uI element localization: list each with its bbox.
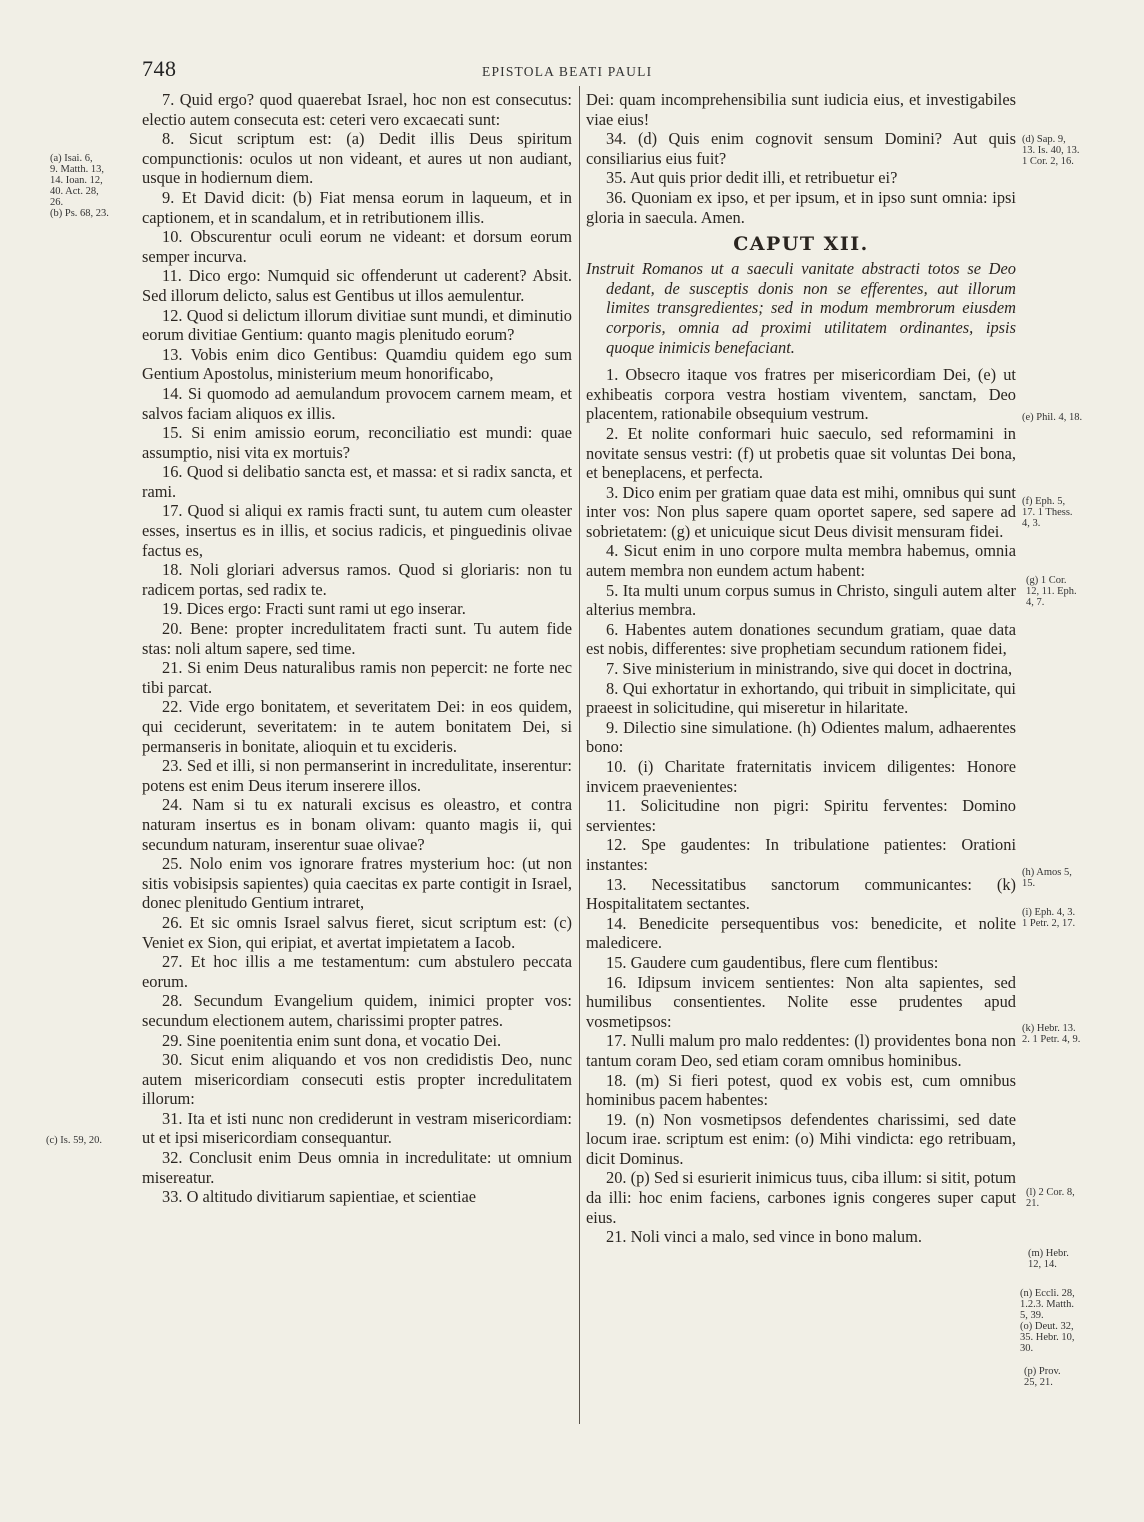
verse-text: Si enim Deus naturalibus ramis non pepercit: ne forte nec tibi parcat.: [142, 658, 572, 697]
verse-number: 10.: [606, 757, 627, 776]
verse-number: 8.: [162, 129, 175, 149]
verse-text: Ita multi unum corpus sumus in Christo, singuli autem alter alterius membra.: [586, 580, 1016, 620]
verse: [142, 1148, 572, 1187]
verse: [142, 619, 572, 658]
verse-number: 19.: [162, 599, 183, 619]
verse-number: 11.: [606, 796, 626, 816]
verse-text: Dilectio sine simulatione. (h) Odientes malum, adhaerentes bono:: [586, 717, 1016, 757]
verse: [586, 914, 1016, 953]
verse: [142, 1031, 572, 1051]
verse-number: 17.: [162, 501, 183, 521]
verse-text: Solicitudine non pigri: Spiritu ferventes: Domino servientes:: [586, 796, 1016, 835]
verse-number: 23.: [162, 756, 183, 776]
verse-text: Secundum Evangelium quidem, inimici propter vos: secundum electionem autem, charissimi propter patres.: [142, 991, 572, 1030]
verse: [586, 581, 1016, 620]
right-column: [586, 90, 1016, 1247]
verse-text: Et David dicit: (b) Fiat mensa eorum in laqueum, et in captionem, et in scandalum, et in retributionem illis.: [142, 187, 572, 227]
verse-text: Idipsum invicem sentientes: Non alta sapientes, sed humilibus consentientes. Nolite esse prudentes apud vosmetipsos:: [586, 972, 1016, 1031]
verse-text: Benedicite persequentibus vos: benedicite, et nolite maledicere.: [586, 913, 1016, 953]
verse-text: Si quomodo ad aemulandum provocem carnem meam, et salvos faciam aliquos ex illis.: [142, 383, 572, 423]
verse: [586, 365, 1016, 424]
verse: [142, 795, 572, 854]
verse: [142, 188, 572, 227]
page-number: 748: [142, 56, 177, 81]
verse-text: (p) Sed si esurierit inimicus tuus, ciba illum: si sitit, potum da illi: hoc enim faciens, carbones ignis congeres super caput eius.: [586, 1168, 1016, 1227]
verse: [142, 658, 572, 697]
chapter-summary: Instruit Romanos ut a saeculi vanitate abstracti totos se Deo dedant, de susceptis donis non se efferentes, aut illorum limites transgredientes; sed in modum membrorum eiusdem corporis, omnia ad proximi utilitatem ordinantes, ipsis quoque inimicis benefaciant.: [586, 259, 1016, 357]
margin-note: (n) Eccli. 28, 1.2.3. Matth. 5, 39. (o) Deut. 32, 35. Hebr. 10, 30.: [1020, 1288, 1075, 1354]
margin-note: (a) Isai. 6, 9. Matth. 13, 14. Ioan. 12, 40. Act. 28, 26. (b) Ps. 68, 23.: [50, 153, 109, 219]
margin-note: (k) Hebr. 13. 2. 1 Petr. 4, 9.: [1022, 1023, 1081, 1045]
verse-number: 4.: [606, 541, 619, 561]
verse: [142, 227, 572, 266]
verse-number: 36.: [606, 187, 627, 207]
verse: [586, 953, 1016, 973]
verse: [586, 483, 1016, 542]
verse-number: 12.: [162, 305, 183, 325]
verse-text: O altitudo divitiarum sapientiae, et scientiae: [186, 1187, 477, 1207]
verse: [142, 423, 572, 462]
verse: [142, 266, 572, 305]
verse-text: Sive ministerium in ministrando, sive qui docet in doctrina,: [622, 659, 1013, 679]
verse-number: 15.: [606, 952, 627, 972]
verse: [142, 1187, 572, 1207]
verse-number: 15.: [162, 423, 183, 443]
verse: [586, 796, 1016, 835]
verse-text: Dices ergo: Fracti sunt rami ut ego inserar.: [186, 599, 466, 619]
verse-text: Aut quis prior dedit illi, et retribuetur ei?: [629, 168, 898, 188]
verse: [586, 1227, 1016, 1247]
verse-text: Gaudere cum gaudentibus, flere cum flentibus:: [630, 952, 939, 972]
verse-number: 14.: [162, 383, 183, 403]
verse-number: 19.: [606, 1109, 627, 1129]
verse: [142, 1050, 572, 1109]
verse: [586, 620, 1016, 659]
verse-text: Obsecro itaque vos fratres per misericordiam Dei, (e) ut exhibeatis corpora vestra hostiam viventem, sanctam, Deo placentem, rationabile obsequium vestrum.: [586, 365, 1016, 424]
verse: [586, 541, 1016, 580]
verse: [142, 129, 572, 188]
verse: [586, 835, 1016, 874]
verse-number: 21.: [162, 658, 183, 678]
verse: [586, 659, 1016, 679]
verse-number: 31.: [162, 1108, 183, 1128]
verse-text: Quoniam ex ipso, et per ipsum, et in ipso sunt omnia: ipsi gloria in saecula. Amen.: [586, 187, 1016, 227]
verse-number: 32.: [162, 1148, 183, 1168]
verse-text: Vobis enim dico Gentibus: Quamdiu quidem ego sum Gentium Apostolus, ministerium meum honorificabo,: [142, 344, 572, 384]
verse-text: Quod si aliqui ex ramis fracti sunt, tu autem cum oleaster esses, insertus es in illis, et socius radicis, et pinguedinis olivae factus es,: [142, 501, 572, 560]
verse: [586, 424, 1016, 483]
running-title: EPISTOLA BEATI PAULI: [482, 64, 653, 79]
verse-text: Et nolite conformari huic saeculo, sed reformamini in novitate sensus vestri: (f) ut probetis quae sit voluntas Dei bona, et beneplacens, et perfecta.: [586, 423, 1016, 483]
verse-text: Sine poenitentia enim sunt dona, et vocatio Dei.: [186, 1030, 502, 1050]
verse-text: Quod si delictum illorum divitiae sunt mundi, et diminutio eorum divitiae Gentium: quanto magis plenitudo eorum?: [142, 305, 572, 345]
verse-number: 18.: [162, 560, 183, 580]
margin-note: (g) 1 Cor. 12, 11. Eph. 4, 7.: [1026, 575, 1077, 608]
verse-text: Et sic omnis Israel salvus fieret, sicut scriptum est: (c) Veniet ex Sion, qui eripiat, et avertat impietatem a Iacob.: [142, 912, 572, 952]
verse-text: (d) Quis enim cognovit sensum Domini? Aut quis consiliarius eius fuit?: [586, 129, 1016, 168]
verse-text: Nulli malum pro malo reddentes: (l) providentes bona non tantum coram Deo, sed etiam coram omnibus hominibus.: [586, 1031, 1016, 1070]
left-column: [142, 90, 572, 1207]
margin-note: (h) Amos 5, 15.: [1022, 867, 1072, 889]
verse: [142, 90, 572, 129]
verse-number: 24.: [162, 795, 183, 815]
verse-text: Sicut enim aliquando et vos non credidistis Deo, nunc autem misericordiam consecuti estis propter incredulitatem illorum:: [142, 1050, 572, 1109]
verse-number: 10.: [162, 227, 183, 247]
verse-number: 18.: [606, 1070, 627, 1090]
margin-note: (m) Hebr. 12, 14.: [1028, 1248, 1069, 1270]
verse-number: 2.: [606, 423, 619, 443]
verse: [142, 756, 572, 795]
verse-number: 29.: [162, 1030, 183, 1050]
verse-number: 34.: [606, 129, 627, 149]
verse-text: Vide ergo bonitatem, et severitatem Dei: in eos quidem, qui ceciderunt, severitatem: in te autem bonitatem Dei, si permanseris in bonitate, alioquin et tu excideris.: [142, 697, 572, 756]
margin-note: (f) Eph. 5, 17. 1 Thess. 4, 3.: [1022, 496, 1073, 529]
verse-text: Habentes autem donationes secundum gratiam, quae data est nobis, differentes: sive prophetiam secundum rationem fidei,: [586, 619, 1016, 659]
verse-text: Necessitatibus sanctorum communicantes: (k) Hospitalitatem sectantes.: [586, 874, 1016, 914]
verse-number: 9.: [162, 187, 175, 207]
verse-number: 1.: [606, 365, 619, 385]
verse-text: Nam si tu ex naturali excisus es oleastro, et contra naturam insertus es in bonam olivam: quanto magis ii, qui secundum naturam, inserentur suae olivae?: [142, 795, 572, 854]
verse: [586, 1110, 1016, 1169]
verse-text: (m) Si fieri potest, quod ex vobis est, cum omnibus hominibus pacem habentes:: [586, 1070, 1016, 1110]
verse-text: Nolo enim vos ignorare fratres mysterium hoc: (ut non sitis vobisipsis sapientes) quia caecitas ex parte contigit in Israel, donec plenitudo Gentium intraret,: [142, 854, 572, 913]
verse-text: Noli gloriari adversus ramos. Quod si gloriaris: non tu radicem portas, sed radix te.: [142, 560, 572, 599]
verse-continuation: Dei: quam incomprehensibilia sunt iudicia eius, et investigabiles viae eius!: [586, 90, 1016, 129]
verse: [586, 129, 1016, 168]
verse: [586, 973, 1016, 1032]
verse-number: 6.: [606, 619, 619, 639]
verse: [142, 560, 572, 599]
verse-text: Quid ergo? quod quaerebat Israel, hoc non est consecutus: electio autem consecuta est: ceteri vero excaecati sunt:: [142, 90, 572, 129]
verse: [142, 462, 572, 501]
verse-text: Noli vinci a malo, sed vince in bono malum.: [630, 1227, 922, 1247]
verse-number: 9.: [606, 717, 619, 737]
verse-number: 3.: [606, 482, 619, 502]
margin-note: (d) Sap. 9, 13. Is. 40, 13. 1 Cor. 2, 16.: [1022, 134, 1080, 167]
verse: [142, 952, 572, 991]
margin-note: (i) Eph. 4, 3. 1 Petr. 2, 17.: [1022, 907, 1076, 929]
page-header: [142, 58, 670, 84]
verse-number: 17.: [606, 1031, 627, 1051]
verse-number: 13.: [606, 874, 627, 894]
verse-text: Conclusit enim Deus omnia in incredulitate: ut omnium misereatur.: [142, 1148, 572, 1187]
verse: [586, 875, 1016, 914]
verse-number: 14.: [606, 913, 627, 933]
verse: [142, 854, 572, 913]
verse-number: 21.: [606, 1227, 627, 1247]
verse-number: 11.: [162, 266, 182, 286]
verse-number: 33.: [162, 1187, 183, 1207]
verse-text: Quod si delibatio sancta est, et massa: et si radix sancta, et rami.: [142, 462, 573, 501]
verse-number: 16.: [606, 972, 627, 992]
margin-note: (p) Prov. 25, 21.: [1024, 1366, 1061, 1388]
verse-text: (n) Non vosmetipsos defendentes charissimi, sed date locum irae. scriptum est enim: (o) Mihi vindicta: ego retribuam, dicit Dominus.: [586, 1109, 1016, 1168]
verse-text: Sicut scriptum est: (a) Dedit illis Deus spiritum compunctionis: oculos ut non videant, et aures ut non audiant, usque in hodiernum diem.: [142, 129, 572, 188]
verse-number: 20.: [162, 619, 183, 639]
verse-number: 5.: [606, 580, 619, 600]
column-divider: [579, 86, 580, 1424]
margin-note: (e) Phil. 4, 18.: [1022, 412, 1083, 423]
verse-number: 7.: [606, 659, 619, 679]
verse: [142, 991, 572, 1030]
verse: [142, 345, 572, 384]
verse-text: Qui exhortatur in exhortando, qui tribuit in simplicitate, qui praeest in solicitudine, qui miseretur in hilaritate.: [586, 678, 1016, 718]
verse-text: (i) Charitate fraternitatis invicem diligentes: Honore invicem praevenientes:: [586, 757, 1017, 796]
verse-text: Sed et illi, si non permanserint in incredulitate, inserentur: potens est enim Deus iterum inserere illos.: [142, 756, 572, 795]
verse-number: 12.: [606, 835, 627, 855]
verse-text: Obscurentur oculi eorum ne videant: et dorsum eorum semper incurva.: [142, 227, 572, 266]
verse: [586, 188, 1016, 227]
verse-number: 8.: [606, 678, 619, 698]
verse-number: 7.: [162, 90, 175, 109]
verse-text: Et hoc illis a me testamentum: cum abstulero peccata eorum.: [142, 952, 572, 991]
verse: [142, 384, 572, 423]
verse: [586, 1168, 1016, 1227]
verse-text: Dico enim per gratiam quae data est mihi, omnibus qui sunt inter vos: Non plus sapere quam oportet sapere, sed sapere ad sobrietatem: (g) et unicuique sicut Deus divisit mensuram fidei.: [586, 482, 1016, 541]
verse: [586, 679, 1016, 718]
margin-note: (l) 2 Cor. 8, 21.: [1026, 1187, 1075, 1209]
verse-number: 35.: [606, 168, 627, 188]
verse: [142, 1109, 572, 1148]
verse-number: 22.: [162, 697, 183, 717]
verse-number: 28.: [162, 991, 183, 1011]
verse: [142, 697, 572, 756]
verse-text: Sicut enim in uno corpore multa membra habemus, omnia autem membra non eundem actum habent:: [586, 541, 1016, 581]
verse: [586, 718, 1016, 757]
verse: [586, 1071, 1016, 1110]
chapter-title: CAPUT XII.: [733, 233, 869, 256]
verse: [142, 306, 572, 345]
verse-number: 13.: [162, 344, 183, 364]
verse-number: 27.: [162, 952, 183, 972]
verse-text: Spe gaudentes: In tribulatione patientes: Orationi instantes:: [586, 835, 1016, 874]
verse: [142, 913, 572, 952]
verse: [586, 1031, 1016, 1070]
verse-text: Ita et isti nunc non crediderunt in vestram misericordiam: ut et ipsi misericordiam consequantur.: [142, 1108, 572, 1148]
verse: [586, 168, 1016, 188]
verse: [586, 757, 1016, 796]
verse-text: Si enim amissio eorum, reconciliatio est mundi: quae assumptio, nisi vita ex mortuis?: [142, 423, 572, 462]
verse-text: Dico ergo: Numquid sic offenderunt ut caderent? Absit. Sed illorum delicto, salus est Gentibus ut illos aemulentur.: [142, 266, 572, 305]
verse-number: 26.: [162, 912, 183, 932]
verse-number: 30.: [162, 1050, 183, 1070]
verse-text: Bene: propter incredulitatem fracti sunt. Tu autem fide stas: noli altum sapere, sed time.: [142, 619, 572, 658]
verse-number: 20.: [606, 1168, 627, 1188]
verse-number: 25.: [162, 854, 183, 874]
verse: [142, 599, 572, 619]
margin-note: (c) Is. 59, 20.: [46, 1135, 102, 1146]
verse-number: 16.: [162, 462, 183, 482]
verse: [142, 501, 572, 560]
